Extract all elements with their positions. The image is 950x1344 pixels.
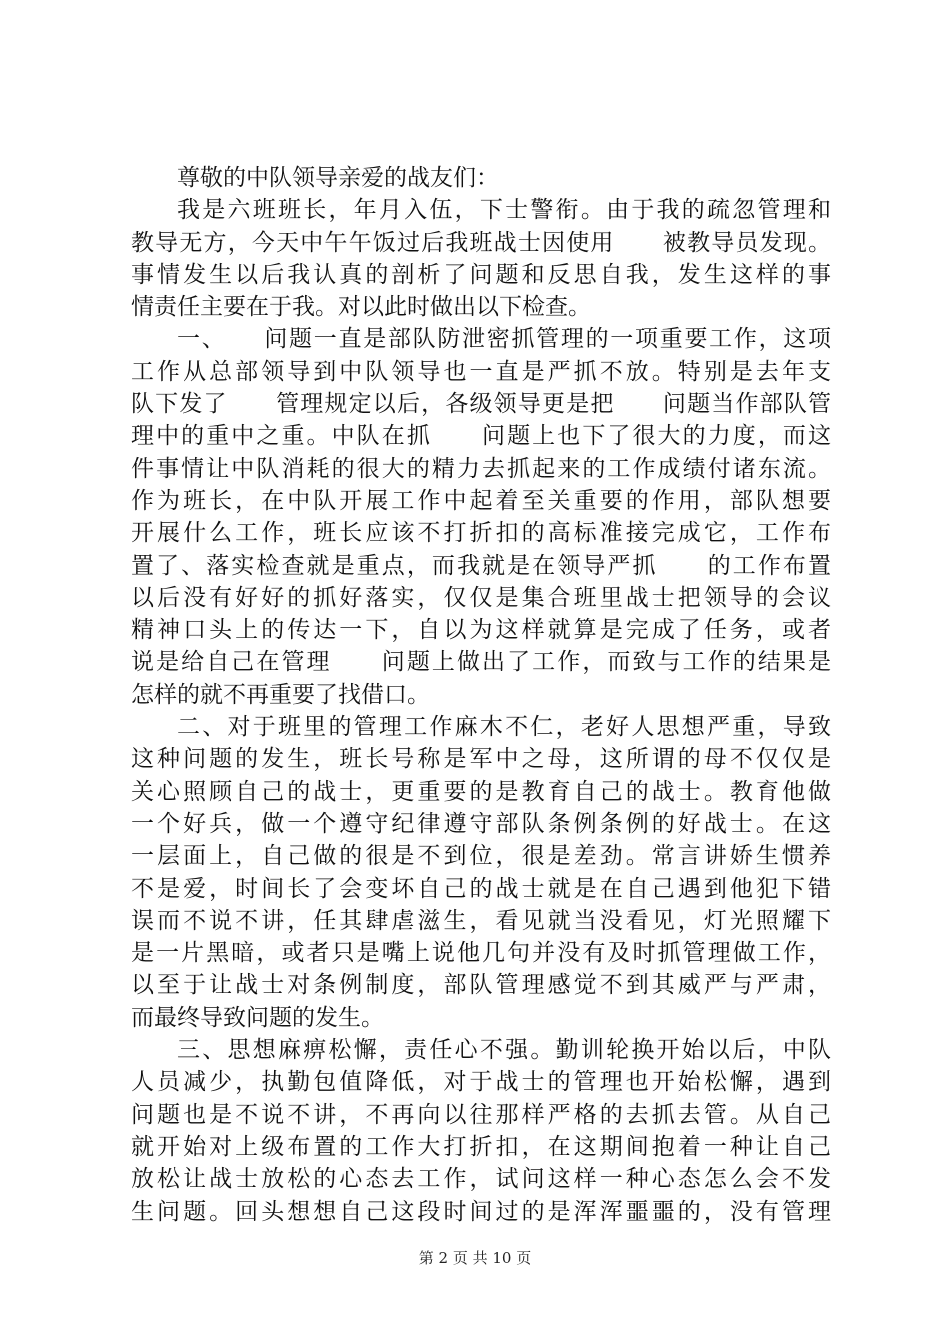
text-line: 怎样的就不再重要了找借口。 <box>131 681 430 708</box>
text-line: 不是爱，时间长了会变坏自己的战士就是在自己遇到他犯下错 <box>131 875 831 902</box>
text-line: 说是给自己在管理 问题上做出了工作，而致与工作的结果是 <box>131 649 831 676</box>
text-line: 三、思想麻痹松懈，责任心不强。勤训轮换开始以后，中队 <box>177 1037 831 1064</box>
text-line: 队下发了 管理规定以后，各级领导更是把 问题当作部队管 <box>131 391 831 418</box>
text-line: 置了、落实检查就是重点，而我就是在领导严抓 的工作布置 <box>131 552 831 579</box>
text-line: 理中的重中之重。中队在抓 问题上也下了很大的力度，而这 <box>131 423 831 450</box>
text-line: 放松让战士放松的心态去工作，试问这样一种心态怎么会不发 <box>131 1166 831 1193</box>
page-footer: 第 2 页 共 10 页 <box>418 1249 532 1267</box>
text-line: 尊敬的中队领导亲爱的战友们： <box>177 165 499 191</box>
text-line: 就开始对上级布置的工作大打折扣，在这期间抱着一种让自己 <box>131 1133 831 1160</box>
text-line: 事情发生以后我认真的剖析了问题和反思自我，发生这样的事 <box>131 261 831 288</box>
text-line: 精神口头上的传达一下，自以为这样就算是完成了任务，或者 <box>131 617 831 644</box>
text-line: 误而不说不讲，任其肆虐滋生，看见就当没看见，灯光照耀下 <box>131 907 831 934</box>
text-line: 一、 问题一直是部队防泄密抓管理的一项重要工作，这项 <box>177 326 831 353</box>
document-body <box>131 162 831 1228</box>
text-line: 件事情让中队消耗的很大的精力去抓起来的工作成绩付诸东流。 <box>131 455 831 482</box>
text-line: 以后没有好好的抓好落实，仅仅是集合班里战士把领导的会议 <box>131 584 831 611</box>
text-line: 我是六班班长，年月入伍，下士警衔。由于我的疏忽管理和 <box>177 197 831 224</box>
text-line: 生问题。回头想想自己这段时间过的是浑浑噩噩的，没有管理 <box>131 1198 831 1225</box>
text-line: 以至于让战士对条例制度，部队管理感觉不到其威严与严肃， <box>131 972 831 999</box>
text-line: 开展什么工作，班长应该不打折扣的高标准接完成它，工作布 <box>131 520 831 547</box>
text-line: 而最终导致问题的发生。 <box>131 1004 384 1031</box>
text-line: 一层面上，自己做的很是不到位，很是差劲。常言讲娇生惯养 <box>131 843 831 870</box>
text-line: 关心照顾自己的战士，更重要的是教育自己的战士。教育他做 <box>131 778 831 805</box>
text-line: 工作从总部领导到中队领导也一直是严抓不放。特别是去年支 <box>131 358 831 385</box>
text-line: 问题也是不说不讲，不再向以往那样严格的去抓去管。从自己 <box>131 1101 831 1128</box>
text-line: 这种问题的发生，班长号称是军中之母，这所谓的母不仅仅是 <box>131 746 831 773</box>
text-line: 二、对于班里的管理工作麻木不仁，老好人思想严重，导致 <box>177 714 831 741</box>
text-line: 情责任主要在于我。对以此时做出以下检查。 <box>131 294 591 321</box>
text-line: 是一片黑暗，或者只是嘴上说他几句并没有及时抓管理做工作， <box>131 940 831 967</box>
text-line: 一个好兵，做一个遵守纪律遵守部队条例条例的好战士。在这 <box>131 810 831 837</box>
text-line: 作为班长，在中队开展工作中起着至关重要的作用，部队想要 <box>131 487 831 514</box>
text-line: 教导无方，今天中午午饭过后我班战士因使用 被教导员发现。 <box>131 229 831 256</box>
text-line: 人员减少，执勤包值降低，对于战士的管理也开始松懈，遇到 <box>131 1069 831 1096</box>
